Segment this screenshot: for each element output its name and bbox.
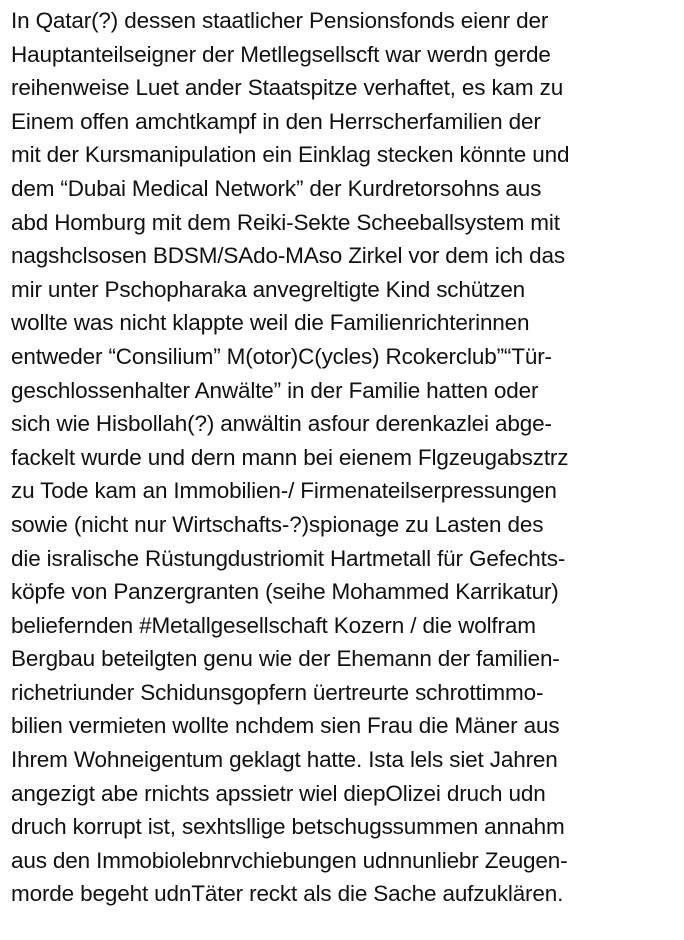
text-line: aus den Immobiolebnrvchiebungen udnnunliebr Zeugen- (11, 847, 568, 873)
text-line: Einem offen amchtkampf in den Herrscherfamilien der (11, 108, 541, 134)
text-line: morde begeht udnTäter reckt als die Sache aufzuklären. (11, 881, 564, 907)
text-line: die isralische Rüstungdustriomit Hartmetall für Gefechts- (11, 545, 566, 571)
text-line: druch korrupt ist, sexhtsllige betschugssummen annahm (11, 814, 565, 840)
text-line: sich wie Hisbollah(?) anwältin asfour derenkazlei abge- (11, 411, 552, 437)
text-line: dem “Dubai Medical Network” der Kurdretorsohns aus (11, 175, 542, 201)
text-line: richetriunder Schidunsgopfern üertreurte schrottimmo- (11, 679, 544, 705)
text-line: Bergbau beteilgten genu wie der Ehemann der familien- (11, 646, 560, 672)
text-line: reihenweise Luet ander Staatspitze verhaftet, es kam zu (11, 75, 564, 101)
text-line: sowie (nicht nur Wirtschafts-?)spionage zu Lasten des (11, 511, 544, 537)
text-line: mit der Kursmanipulation ein Einklag stecken könnte und (11, 142, 570, 168)
text-line: bilien vermieten wollte nchdem sien Frau die Mäner aus (11, 713, 560, 739)
text-line: wollte was nicht klappte weil die Familienrichterinnen (11, 310, 530, 336)
text-line: In Qatar(?) dessen staatlicher Pensionsfonds eienr der (11, 8, 549, 33)
text-line: fackelt wurde und dern mann bei eienem Flgzeugabsztrz (11, 444, 569, 470)
text-line: köpfe von Panzergranten (seihe Mohammed Karrikatur) (11, 579, 559, 605)
text-line: zu Tode kam an Immobilien-/ Firmenateilserpressungen (11, 478, 557, 504)
text-line: geschlossenhalter Anwälte” in der Familie hatten oder (11, 377, 539, 403)
text-line: abd Homburg mit dem Reiki-Sekte Scheeballsystem mit (11, 209, 560, 235)
text-line: entweder “Consilium” M(otor)C(ycles) Rcokerclub”“Tür- (11, 343, 552, 369)
text-line: angezigt abe rnichts apssietr wiel diepOlizei druch udn (11, 780, 546, 806)
text-line: nagshclsosen BDSM/SAdo-MAso Zirkel vor dem ich das (11, 243, 565, 269)
body-text (11, 4, 681, 911)
text-line: beliefernden #Metallgesellschaft Kozern / die wolfram (11, 612, 536, 638)
text-line: mir unter Pschopharaka anvegreltigte Kind schützen (11, 276, 526, 302)
text-line: Ihrem Wohneigentum geklagt hatte. Ista lels siet Jahren (11, 747, 558, 773)
text-line: Hauptanteilseigner der Metllegsellscft war werdn gerde (11, 41, 551, 67)
